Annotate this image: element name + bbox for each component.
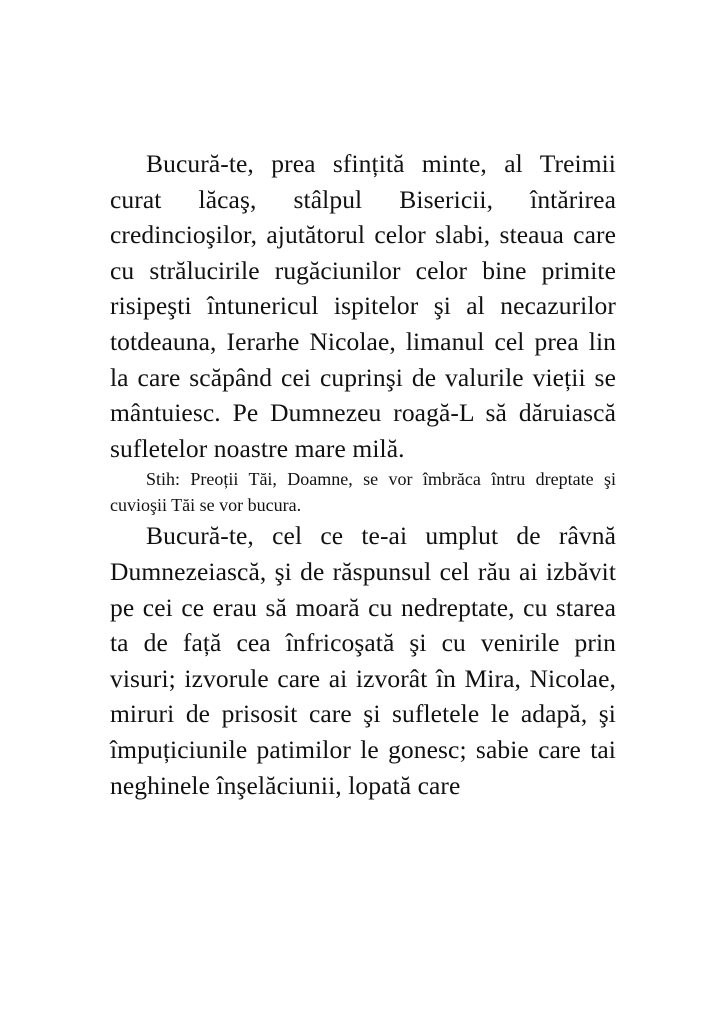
paragraph-stih: Stih: Preoții Tăi, Doamne, se vor îmbrăca întru dreptate şi cuvioşii Tăi se vor bucura. [110, 469, 616, 516]
paragraph-icos-2: Bucură-te, cel ce te-ai umplut de râvnă Dumnezeiască, şi de răspunsul cel rău ai izbăvit pe cei ce erau să moară cu nedreptate, cu starea ta de față cea înfricoşată şi cu venirile prin visuri; izvorule care ai izvorât în Mira, Nicolae, miruri de prisosit care şi sufletele le adapă, şi împuțiciunile patimilor le gonesc; sabie care tai neghinele înşelăciunii, lopată care [110, 521, 616, 800]
paragraph-icos-1: Bucură-te, prea sfințită minte, al Treimii curat lăcaş, stâlpul Bisericii, întărirea credincioşilor, ajutătorul celor slabi, steaua care cu strălucirile rugăciunilor celor bine primite risipeşti întunericul ispitelor şi al necazurilor totdeauna, Ierarhe Nicolae, limanul cel prea lin la care scăpând cei cuprinşi de valurile vieții se mântuiesc. Pe Dumnezeu roagă-L să dăruiască sufletelor noastre mare milă. [110, 149, 616, 463]
document-page [110, 146, 616, 803]
